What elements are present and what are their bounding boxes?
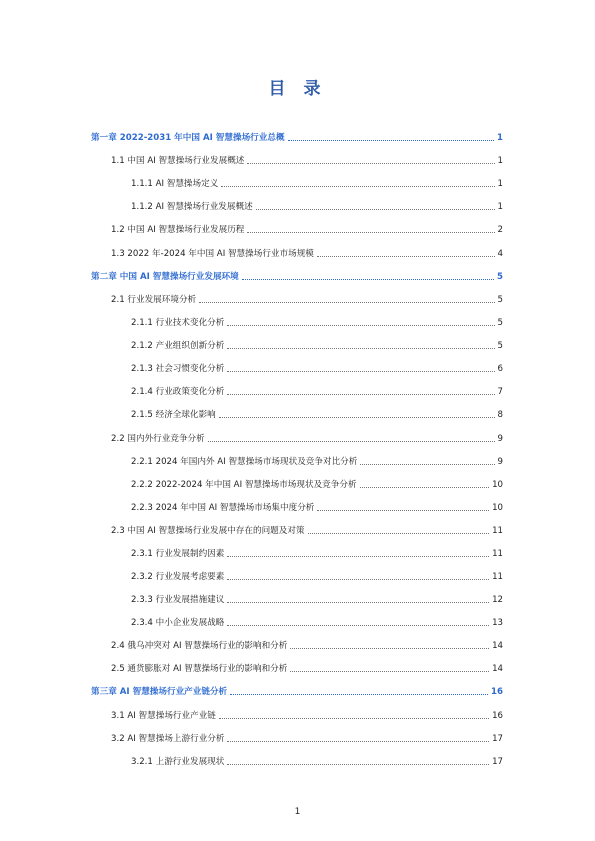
toc-entry-label: 1.2 中国 AI 智慧操场行业发展历程: [111, 225, 245, 235]
toc-entry-page: 6: [497, 364, 503, 374]
dot-leader: [227, 624, 489, 626]
dot-leader: [317, 255, 495, 257]
dot-leader: [221, 185, 494, 187]
toc-entry[interactable]: [111, 638, 503, 652]
dot-leader: [227, 393, 494, 395]
toc-chapter-entry[interactable]: [91, 684, 503, 698]
dot-leader: [360, 486, 490, 488]
dot-leader: [256, 208, 495, 210]
toc-entry[interactable]: [131, 176, 503, 190]
toc-entry-page: 17: [492, 734, 503, 744]
toc-entry-label: 2.3.1 行业发展制约因素: [131, 549, 225, 559]
toc-entry-page: 5: [497, 318, 503, 328]
toc-entry-label: 2.2 国内外行业竞争分析: [111, 434, 205, 444]
toc-entry-page: 9: [497, 457, 503, 467]
dot-leader: [247, 231, 494, 233]
toc-chapter-entry[interactable]: [91, 269, 503, 283]
toc-entry-label: 2.3 中国 AI 智慧操场行业发展中存在的问题及对策: [111, 526, 305, 536]
toc-entry-label: 2.1 行业发展环境分析: [111, 295, 197, 305]
toc-entry-page: 14: [492, 664, 503, 674]
toc-entry[interactable]: [131, 592, 503, 606]
toc-entry[interactable]: [131, 338, 503, 352]
dot-leader: [227, 578, 489, 580]
dot-leader: [288, 139, 494, 141]
toc-entry-label: 3.2 AI 智慧操场上游行业分析: [111, 734, 225, 744]
dot-leader: [227, 740, 489, 742]
toc-entry-page: 14: [492, 641, 503, 651]
toc-entry-label: 2.3.2 行业发展考虑要素: [131, 572, 225, 582]
toc-entry[interactable]: [131, 569, 503, 583]
page-number: 1: [294, 807, 301, 817]
toc-entry-page: 12: [492, 595, 503, 605]
dot-leader: [227, 601, 489, 603]
toc-entry-label: 2.4 俄乌冲突对 AI 智慧操场行业的影响和分析: [111, 641, 288, 651]
toc-entry[interactable]: [111, 246, 503, 260]
dot-leader: [242, 278, 494, 280]
toc-entry-page: 1: [497, 179, 503, 189]
toc-entry[interactable]: [131, 500, 503, 514]
toc-entry[interactable]: [131, 315, 503, 329]
toc-entry[interactable]: [131, 615, 503, 629]
dot-leader: [227, 324, 494, 326]
toc-entry[interactable]: [111, 153, 503, 167]
dot-leader: [290, 670, 489, 672]
toc-entry-label: 第二章 中国 AI 智慧操场行业发展环境: [91, 272, 239, 282]
toc-entry[interactable]: [111, 708, 503, 722]
toc-entry[interactable]: [131, 407, 503, 421]
toc-entry-label: 第三章 AI 智慧操场行业产业链分析: [91, 687, 228, 697]
toc-entry[interactable]: [111, 431, 503, 445]
toc-entry-page: 2: [497, 225, 503, 235]
toc-entry-page: 1: [497, 156, 503, 166]
toc-entry-page: 11: [492, 549, 503, 559]
toc-entry-page: 5: [497, 272, 503, 282]
dot-leader: [360, 463, 494, 465]
toc-entry-label: 2.5 通货膨胀对 AI 智慧操场行业的影响和分析: [111, 664, 288, 674]
toc-entry-label: 3.1 AI 智慧操场行业产业链: [111, 711, 216, 721]
toc-entry[interactable]: [131, 754, 503, 768]
toc-entry-page: 11: [492, 526, 503, 536]
dot-leader: [230, 693, 488, 695]
dot-leader: [227, 555, 489, 557]
page-title: 目 录: [268, 79, 327, 99]
dot-leader: [317, 509, 489, 511]
toc-entry[interactable]: [131, 199, 503, 213]
toc-entry-label: 1.1.1 AI 智慧操场定义: [131, 179, 219, 189]
toc-entry[interactable]: [111, 292, 503, 306]
toc-entry-label: 2.1.3 社会习惯变化分析: [131, 364, 225, 374]
toc-entry-page: 13: [492, 618, 503, 628]
toc-entry[interactable]: [111, 523, 503, 537]
toc-entry[interactable]: [131, 361, 503, 375]
toc-entry-page: 10: [492, 503, 503, 513]
dot-leader: [227, 763, 489, 765]
toc-entry-page: 1: [497, 133, 503, 143]
toc-entry[interactable]: [111, 222, 503, 236]
dot-leader: [308, 532, 490, 534]
toc-entry-page: 10: [492, 480, 503, 490]
dot-leader: [219, 717, 489, 719]
toc-entry[interactable]: [131, 546, 503, 560]
toc-entry-label: 2.3.3 行业发展措施建议: [131, 595, 225, 605]
toc-entry-label: 2.1.2 产业组织创新分析: [131, 341, 225, 351]
toc-entry-page: 5: [497, 295, 503, 305]
toc-entry-label: 2.3.4 中小企业发展战略: [131, 618, 225, 628]
toc-entry-label: 2.2.1 2024 年国内外 AI 智慧操场市场现状及竞争对比分析: [131, 457, 358, 467]
toc-entry[interactable]: [131, 454, 503, 468]
toc-entry-label: 2.2.3 2024 年中国 AI 智慧操场市场集中度分析: [131, 503, 315, 513]
toc-entry[interactable]: [111, 661, 503, 675]
toc-entry-page: 17: [492, 757, 503, 767]
dot-leader: [199, 301, 494, 303]
toc-entry-label: 1.1 中国 AI 智慧操场行业发展概述: [111, 156, 245, 166]
toc-entry-label: 1.1.2 AI 智慧操场行业发展概述: [131, 202, 253, 212]
dot-leader: [247, 162, 494, 164]
dot-leader: [208, 440, 495, 442]
toc-entry-page: 7: [497, 387, 503, 397]
toc-entry-page: 16: [491, 687, 503, 697]
toc-entry-page: 9: [497, 434, 503, 444]
toc-entry-page: 8: [497, 410, 503, 420]
toc-entry[interactable]: [131, 384, 503, 398]
toc-entry[interactable]: [111, 731, 503, 745]
toc-entry-label: 2.1.4 行业政策变化分析: [131, 387, 225, 397]
toc-entry-label: 2.1.5 经济全球化影响: [131, 410, 216, 420]
toc-entry[interactable]: [131, 477, 503, 491]
dot-leader: [219, 416, 495, 418]
toc-entry-page: 16: [492, 711, 503, 721]
toc-entry-label: 2.1.1 行业技术变化分析: [131, 318, 225, 328]
toc-entry-label: 1.3 2022 年-2024 年中国 AI 智慧操场行业市场规模: [111, 249, 314, 259]
dot-leader: [290, 647, 489, 649]
dot-leader: [227, 347, 494, 349]
toc-entry-page: 1: [497, 202, 503, 212]
dot-leader: [227, 370, 494, 372]
toc-entry-label: 2.2.2 2022-2024 年中国 AI 智慧操场市场现状及竞争分析: [131, 480, 357, 490]
toc-entry-page: 5: [497, 341, 503, 351]
toc-entry-label: 第一章 2022-2031 年中国 AI 智慧操场行业总概: [91, 133, 285, 143]
toc-entry-label: 3.2.1 上游行业发展现状: [131, 757, 225, 767]
toc-chapter-entry[interactable]: [91, 130, 503, 144]
toc-entry-page: 4: [497, 249, 503, 259]
toc-entry-page: 11: [492, 572, 503, 582]
